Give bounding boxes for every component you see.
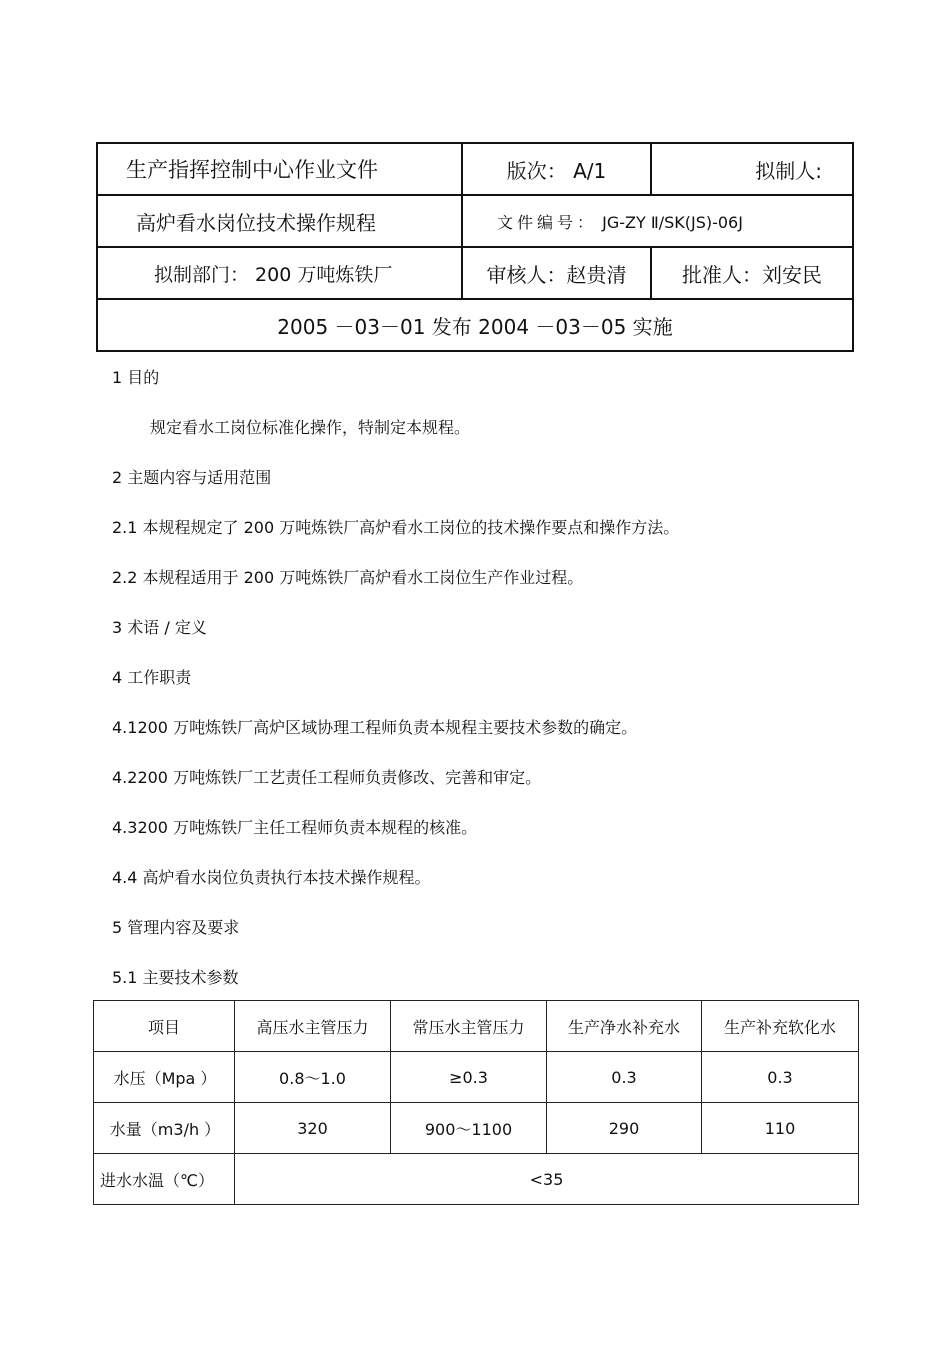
row-label: 水压（Mpa ） [94, 1052, 235, 1103]
table-cell: 0.3 [547, 1052, 702, 1103]
table-cell: 110 [702, 1103, 859, 1154]
table-row [94, 1052, 859, 1103]
table-cell: 320 [235, 1103, 391, 1154]
issue-dates: 2005 －03－01 发布 2004 －03－05 实施 [97, 299, 853, 351]
table-cell: ≥0.3 [391, 1052, 547, 1103]
reviewer-cell: 审核人：赵贵清 [462, 247, 651, 299]
version-cell: 版次： A/1 [462, 143, 651, 195]
section-heading: 4.4 高炉看水岗位负责执行本技术操作规程。 [112, 868, 431, 887]
document-header-table [96, 142, 854, 352]
center-doc-title: 生产指挥控制中心作业文件 [97, 143, 462, 195]
table-cell: 0.3 [702, 1052, 859, 1103]
section-heading: 4.1200 万吨炼铁厂高炉区域协理工程师负责本规程主要技术参数的确定。 [112, 718, 638, 737]
table-header-cell: 高压水主管压力 [235, 1001, 391, 1052]
table-cell-temperature: <35 [235, 1154, 859, 1205]
section-heading: 5.1 主要技术参数 [112, 968, 239, 987]
section-heading: 2 主题内容与适用范围 [112, 468, 272, 487]
section-heading: 2.2 本规程适用于 200 万吨炼铁厂高炉看水工岗位生产作业过程。 [112, 568, 584, 587]
approver-cell: 批准人：刘安民 [651, 247, 853, 299]
section-heading: 5 管理内容及要求 [112, 918, 240, 937]
paragraph: 规定看水工岗位标准化操作，特制定本规程。 [150, 418, 471, 437]
section-heading: 4.3200 万吨炼铁厂主任工程师负责本规程的核准。 [112, 818, 478, 837]
table-header-row [94, 1001, 859, 1052]
row-label: 水量（m3/h ） [94, 1103, 235, 1154]
section-heading: 3 术语 / 定义 [112, 618, 207, 637]
doc-number-value: JG-ZY Ⅱ/SK(JS)-06J [602, 212, 743, 232]
table-row-temperature [94, 1154, 859, 1205]
row-label: 进水水温（℃） [94, 1154, 235, 1205]
section-heading: 4 工作职责 [112, 668, 192, 687]
section-heading: 1 目的 [112, 368, 160, 387]
doc-number-cell [462, 195, 853, 247]
section-heading: 2.1 本规程规定了 200 万吨炼铁厂高炉看水工岗位的技术操作要点和操作方法。 [112, 518, 680, 537]
drafter-cell: 拟制人: [651, 143, 853, 195]
table-header-cell: 项目 [94, 1001, 235, 1052]
table-cell: 0.8～1.0 [235, 1052, 391, 1103]
table-header-cell: 常压水主管压力 [391, 1001, 547, 1052]
procedure-title: 高炉看水岗位技术操作规程 [97, 195, 462, 247]
drafting-dept: 拟制部门： 200 万吨炼铁厂 [97, 247, 462, 299]
table-cell: 290 [547, 1103, 702, 1154]
doc-number-label: 文件编号： [497, 212, 598, 232]
document-body [112, 366, 872, 1016]
table-header-cell: 生产净水补充水 [547, 1001, 702, 1052]
table-header-cell: 生产补充软化水 [702, 1001, 859, 1052]
table-row [94, 1103, 859, 1154]
technical-params-table [93, 1000, 859, 1205]
section-heading: 4.2200 万吨炼铁厂工艺责任工程师负责修改、完善和审定。 [112, 768, 542, 787]
table-cell: 900～1100 [391, 1103, 547, 1154]
